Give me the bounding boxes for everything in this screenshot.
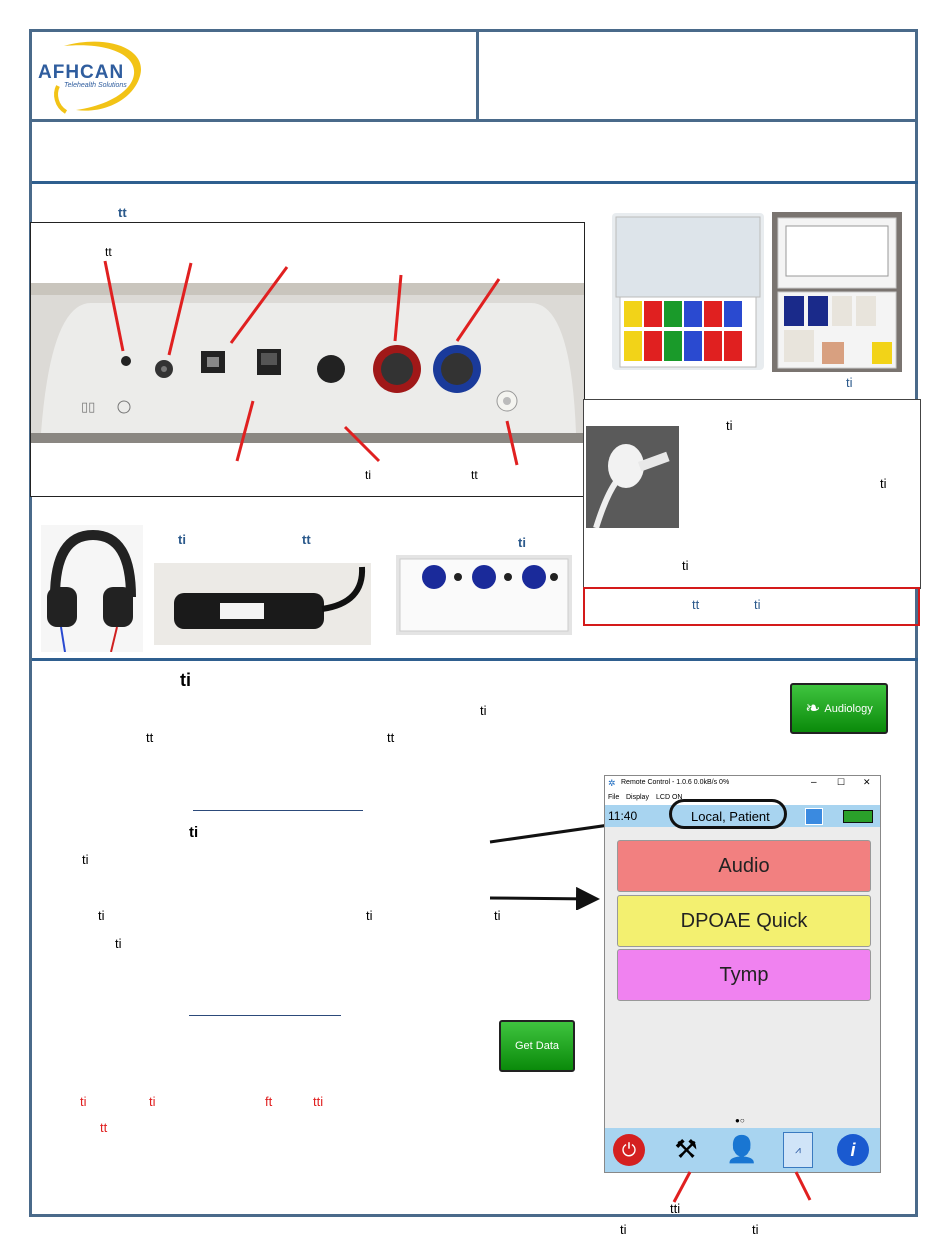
header-rule: [32, 119, 918, 122]
menu-display[interactable]: Display: [626, 794, 649, 801]
toolbar-callout-arrows: [660, 1168, 820, 1204]
bone-conductor-photo: [154, 563, 371, 645]
window-title: Remote Control - 1.0.6 0.0kB/s 0%: [621, 779, 730, 786]
audiology-button[interactable]: ❧ Audiology: [790, 683, 888, 734]
callout-tt: tt: [471, 468, 478, 482]
menu-file[interactable]: File: [608, 794, 620, 801]
menu-lcd-on[interactable]: LCD ON: [656, 794, 683, 801]
kit-caption: ti: [846, 375, 853, 390]
status-bar: [605, 805, 880, 827]
user-icon[interactable]: 👤: [725, 1133, 759, 1164]
section-rule-2: [32, 658, 918, 661]
logo-tagline: Telehealth Solutions: [64, 82, 127, 89]
data-icon[interactable]: ⩘: [783, 1132, 813, 1168]
patient-name[interactable]: Local, Patient: [691, 809, 770, 824]
info-icon[interactable]: i: [837, 1134, 869, 1166]
svg-text:▯▯: ▯▯: [81, 400, 96, 415]
callout-ti: ti: [365, 468, 371, 482]
audio-button[interactable]: Audio: [617, 840, 871, 892]
minimize-button[interactable]: –: [811, 777, 817, 788]
probe-panel: ti ti ti: [583, 399, 921, 589]
bottom-toolbar: [605, 1128, 880, 1172]
tymp-button[interactable]: Tymp: [617, 949, 871, 1001]
headphones-photo: [41, 525, 143, 652]
afhcan-logo: [36, 36, 156, 118]
link-underline-1: [193, 810, 363, 811]
header-divider: [476, 32, 479, 120]
power-icon[interactable]: ⏻: [613, 1134, 645, 1166]
app-icon: ✲: [608, 778, 616, 788]
device-back-panel-photo: tt ▯▯ ti tt: [30, 222, 585, 497]
calibration-box-photo: [396, 555, 572, 635]
tools-icon[interactable]: ⚒: [674, 1133, 698, 1164]
link-underline-2: [189, 1015, 341, 1016]
probe-photo: [586, 426, 679, 528]
title-bar: [605, 776, 880, 793]
section1-heading: tt: [118, 205, 127, 220]
pointer-arrows: [488, 800, 606, 910]
ear-icon: ❧: [805, 698, 821, 718]
ear-tips-kit-photo: [612, 213, 764, 370]
ear-tips-box-photo: [772, 212, 902, 372]
maximize-button[interactable]: ☐: [837, 777, 846, 787]
get-data-button[interactable]: Get Data: [499, 1020, 575, 1072]
logo-text: AFHCAN: [38, 62, 125, 83]
dpoae-quick-button[interactable]: DPOAE Quick: [617, 895, 871, 947]
close-button[interactable]: ✕: [863, 777, 871, 787]
battery-icon: [843, 810, 873, 823]
page-indicator: ●○: [735, 1116, 745, 1125]
remote-control-window: [604, 775, 881, 1173]
section2-heading: ti: [180, 670, 191, 690]
clock: 11:40: [608, 809, 638, 823]
section-rule-1: [32, 181, 918, 184]
edit-patient-icon[interactable]: [805, 808, 823, 825]
warning-box: tt ti: [583, 587, 920, 626]
